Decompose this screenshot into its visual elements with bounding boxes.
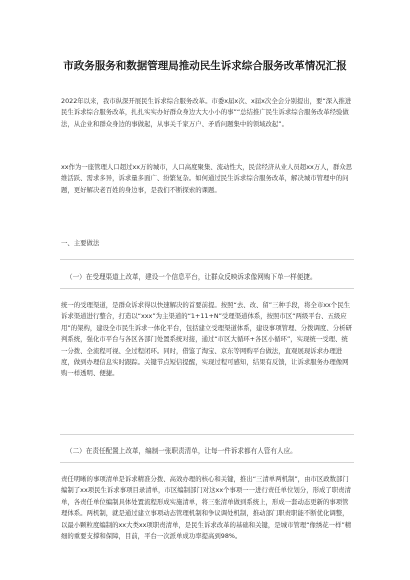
document-title: 市政务服务和数据管理局推动民生诉求综合服务改革情况汇报 [63,60,347,72]
subheading-1: （一）在受理渠道上改革，建设一个信息平台，让群众反映诉求像网购下单一样便捷。 [66,273,317,281]
divider [60,288,354,289]
intro-paragraph-1: 2022年以来，我市纵深开展民生诉求综合服务改革。市委x届x次、x届x次全会分别提出，要“深入推进民生诉求综合服务改革，扎扎实实办好群众身边大大小小的事”“总结推广民生诉求综合服务改革经验做法，从企业和群众身边的事做起，从事关千家万户、矛盾问题集中的领域改起”。 [61,97,352,128]
divider [60,462,354,463]
divider [60,434,354,435]
section-heading: 一、主要做法 [61,239,100,247]
body-paragraph-1: 统一的受理渠道，是群众诉求得以快速解决的首要前提。按照“去、改、留”三种手段，将全市xx个民生诉求渠道进行整合，打造以“xxx”为主渠道的“1+11+N”受理渠道体系，按照市区“两级平台、五级应用”的架构，建设全市民生诉求一体化平台，包括建立受理渠道体系，建设事项管理、分拨调度、分析研判系统，强化市平台与各区各部门处置系统对接，通过“市区大循环+各区小循环”，实现统一受理、统一分拨、全流程可视、全过程闭环。同时，借鉴了淘宝、京东等网购平台做法，直观展现诉求办理进度，做到办理信息实时跟踪。关键节点短信提醒，实现过程可感知，结果有反馈，让诉求服务办理像网购一样透明、便捷。 [61,301,352,378]
intro-paragraph-2: xx作为一座管理人口超过xx万的城市，人口高度聚集、流动性大，民营经济从业人员超xx万人，群众思维活跃、需求多异，诉求量多面广、纷繁复杂。如何通过民生诉求综合服务改革，解决城市管理中的问题，更好解决老百姓的身边事，是我们不断探索的课题。 [61,163,353,194]
subheading-2: （二）在责任配置上改革，编制一张职责清单，让每一件诉求都有人管有人应。 [66,447,297,455]
body-paragraph-2: 责任明晰的事项清单是诉求精准分拨、高效办理的核心和关键，推出“三清单两机制”，由市区政数部门编制了xx项民生诉求事项目录清单，市区编制部门对这xx个事项一一进行责任单位划分，形成了职责清单，各责任单位编制具体处置流程形成实施清单，将三张清单做到系统上，形成一套动态更新的事项管理体系。两机制，就是通过建立事项动态管理机制和争议调处机制，推动部门职责职能不断优化调整，以最小颗粒度编制的xx大类xx项职责清单，是民生诉求改革的基础和关键，是城市管理“像绣花一样”精细的重要支撑和保障，目前，平台一次派单成功率提高到98%。 [61,475,352,541]
divider [60,259,354,260]
